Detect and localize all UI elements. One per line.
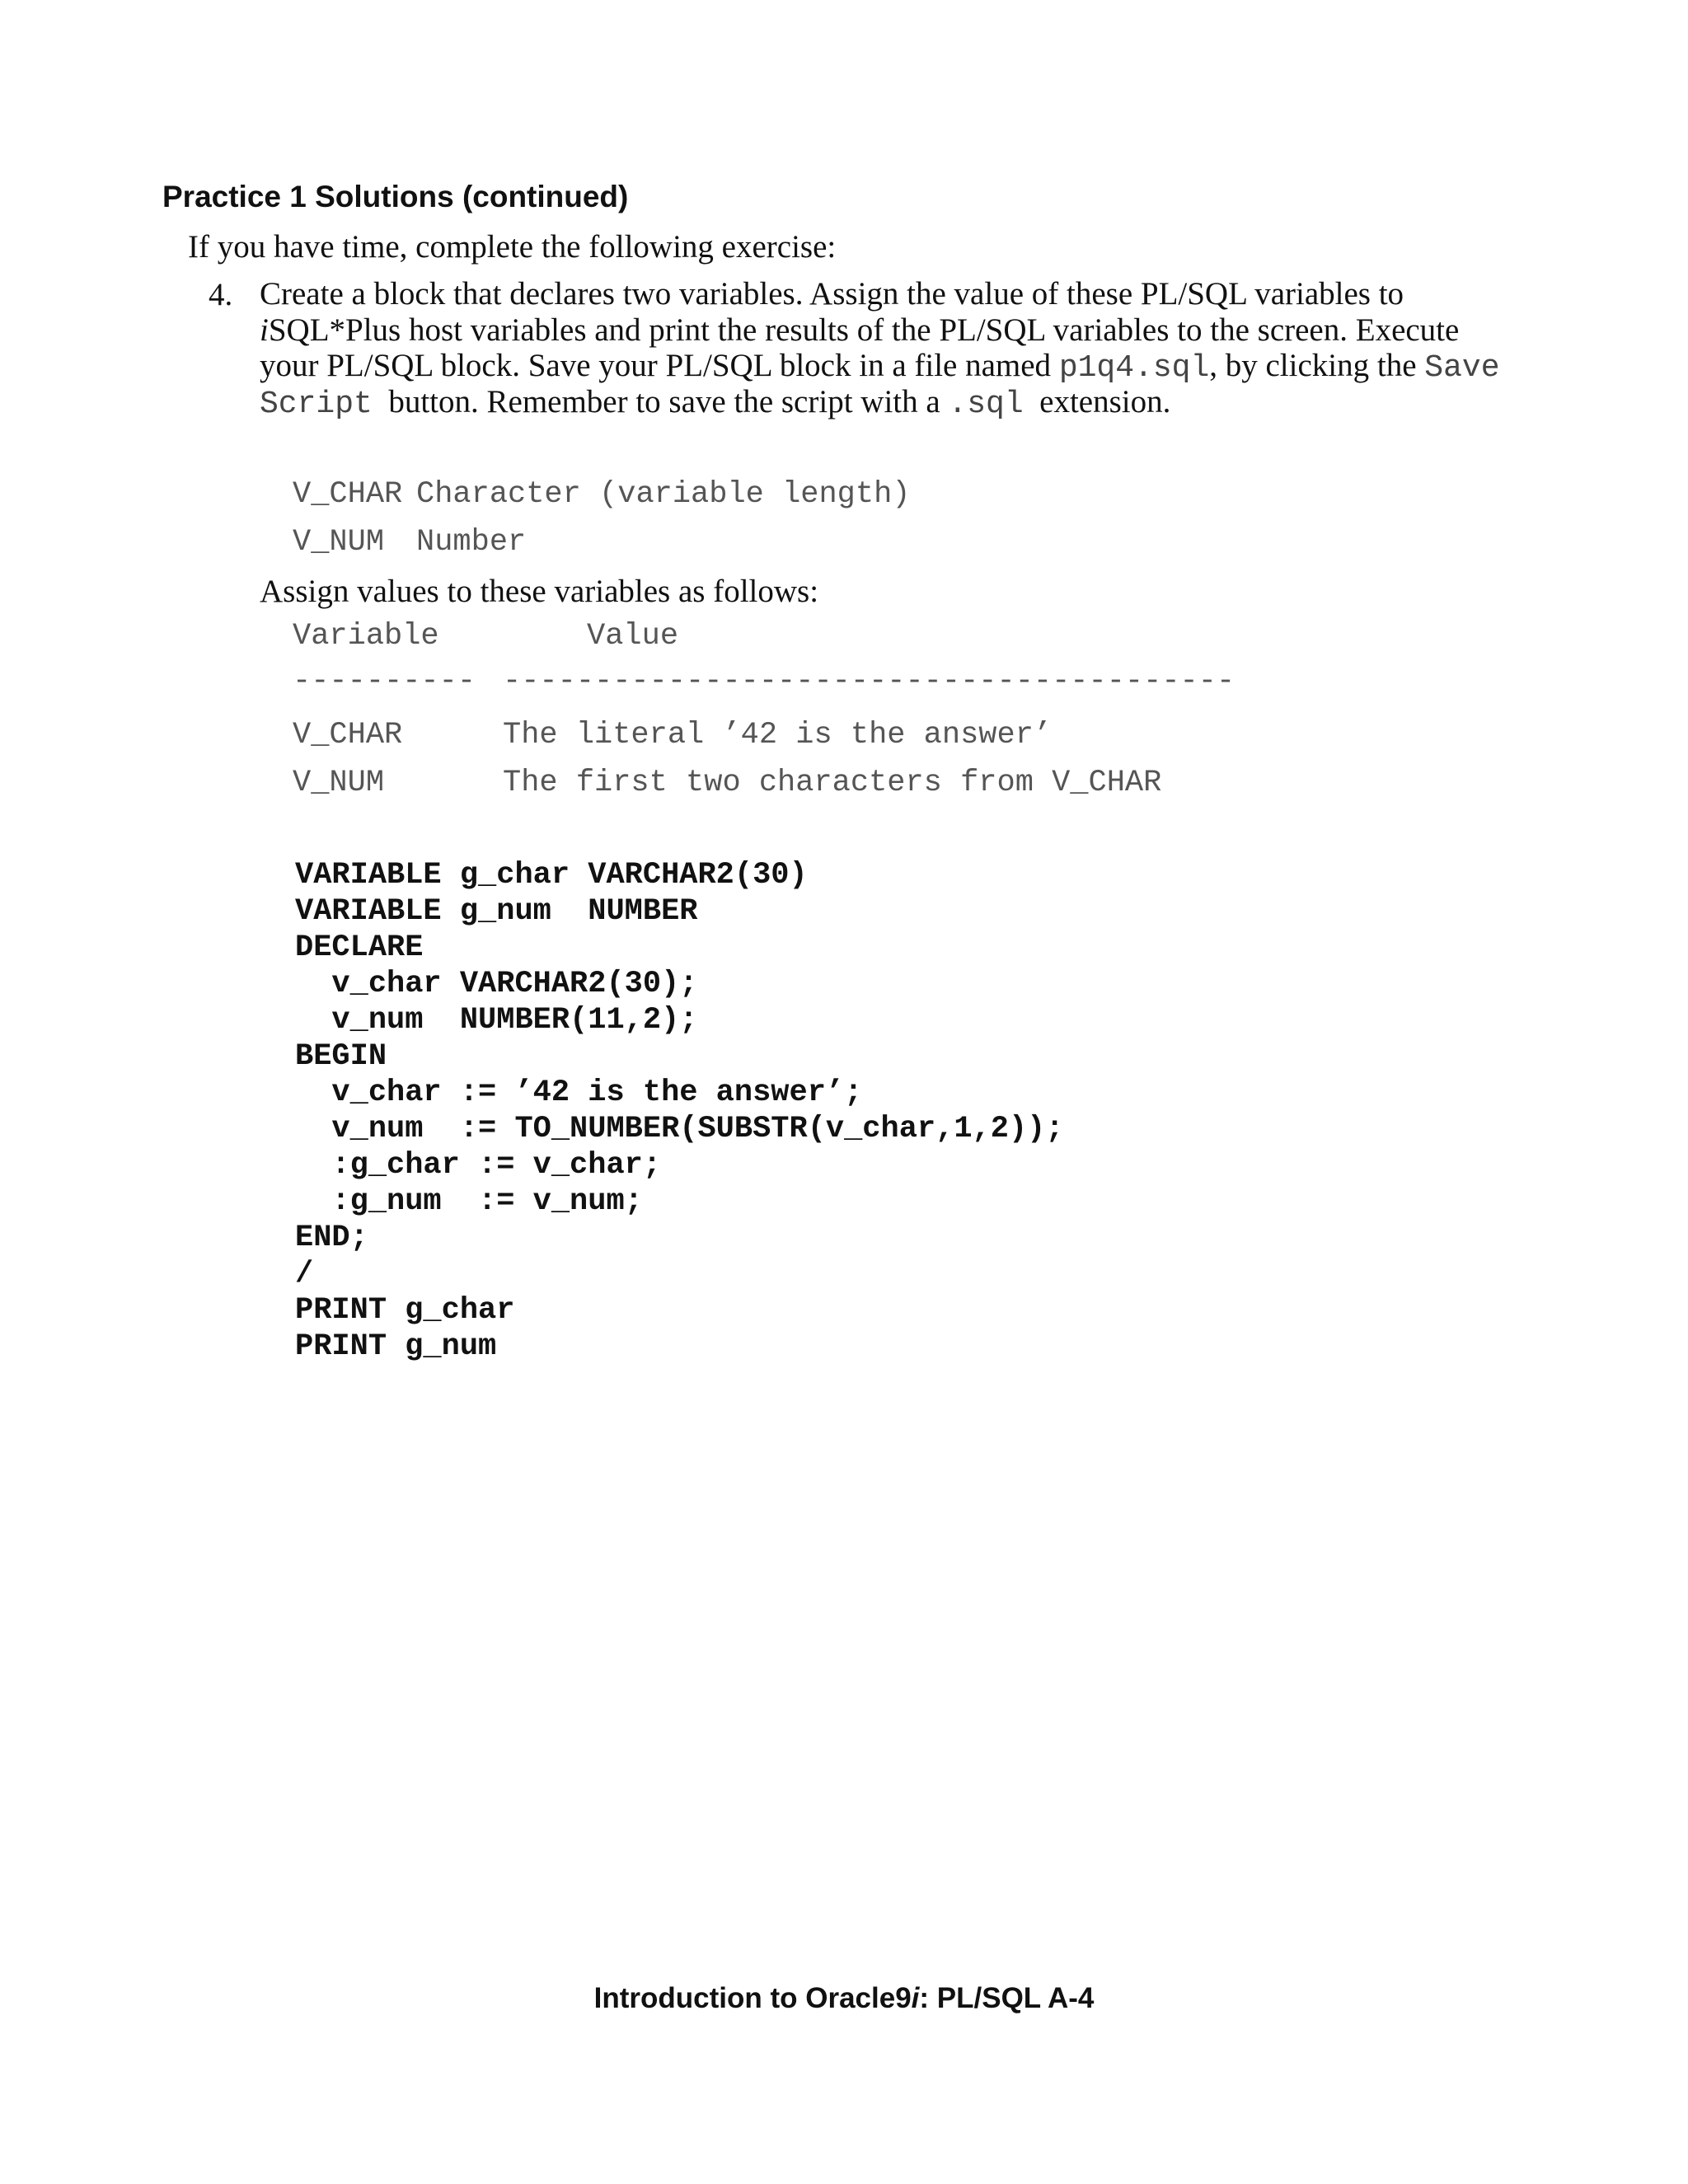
code-line: v_char := ’42 is the answer’;: [295, 1076, 863, 1110]
code-line: BEGIN: [295, 1039, 387, 1074]
extension-code: .sql: [948, 387, 1024, 422]
table-divider-right: ----------------------------------------: [503, 664, 1236, 699]
code-line: VARIABLE g_num NUMBER: [295, 894, 698, 929]
table-header-variable: Variable: [293, 619, 439, 654]
save-code: Save: [1424, 350, 1500, 386]
var-def-name: V_CHAR: [293, 477, 403, 512]
code-line: v_num := TO_NUMBER(SUBSTR(v_char,1,2));: [295, 1112, 1064, 1146]
section-heading: Practice 1 Solutions (continued): [162, 180, 629, 213]
table-cell-value: The first two characters from V_CHAR: [503, 766, 1162, 800]
code-line: /: [295, 1257, 314, 1291]
table-header-value: Value: [587, 619, 679, 654]
assign-text: Assign values to these variables as follows:: [260, 574, 819, 609]
code-line: PRINT g_char: [295, 1293, 515, 1328]
exercise-number: 4.: [209, 277, 233, 312]
table-cell-value: The literal ’42 is the answer’: [503, 718, 1053, 752]
var-def-type: Number: [416, 525, 527, 560]
code-line: v_char VARCHAR2(30);: [295, 967, 698, 1001]
page-footer: Introduction to Oracle9i: PL/SQL A-4: [593, 1982, 1095, 2014]
table-cell-variable: V_CHAR: [293, 718, 403, 752]
exercise-line-1: Create a block that declares two variables. Assign the value of these PL/SQL variables to: [260, 276, 1404, 312]
var-def-name: V_NUM: [293, 525, 385, 560]
var-def-type: Character (variable length): [416, 477, 911, 512]
code-line: v_num NUMBER(11,2);: [295, 1003, 698, 1038]
code-line: :g_num := v_num;: [295, 1184, 643, 1219]
table-divider-left: ----------: [293, 664, 476, 699]
code-line: END;: [295, 1221, 368, 1255]
code-line: DECLARE: [295, 930, 424, 965]
code-line: VARIABLE g_char VARCHAR2(30): [295, 858, 808, 893]
filename-code: p1q4.sql: [1058, 350, 1210, 386]
code-line: PRINT g_num: [295, 1329, 497, 1364]
script-code: Script: [260, 387, 373, 422]
exercise-line-3: your PL/SQL block. Save your PL/SQL block in a file named p1q4.sql, by clicking the Save: [260, 348, 1500, 386]
table-cell-variable: V_NUM: [293, 766, 385, 800]
intro-text: If you have time, complete the following exercise:: [188, 229, 837, 265]
exercise-line-2: iSQL*Plus host variables and print the results of the PL/SQL variables to the screen. Execute: [260, 312, 1460, 348]
code-line: :g_char := v_char;: [295, 1148, 662, 1183]
exercise-line-4: Script button. Remember to save the script with a .sql extension.: [260, 384, 1171, 422]
